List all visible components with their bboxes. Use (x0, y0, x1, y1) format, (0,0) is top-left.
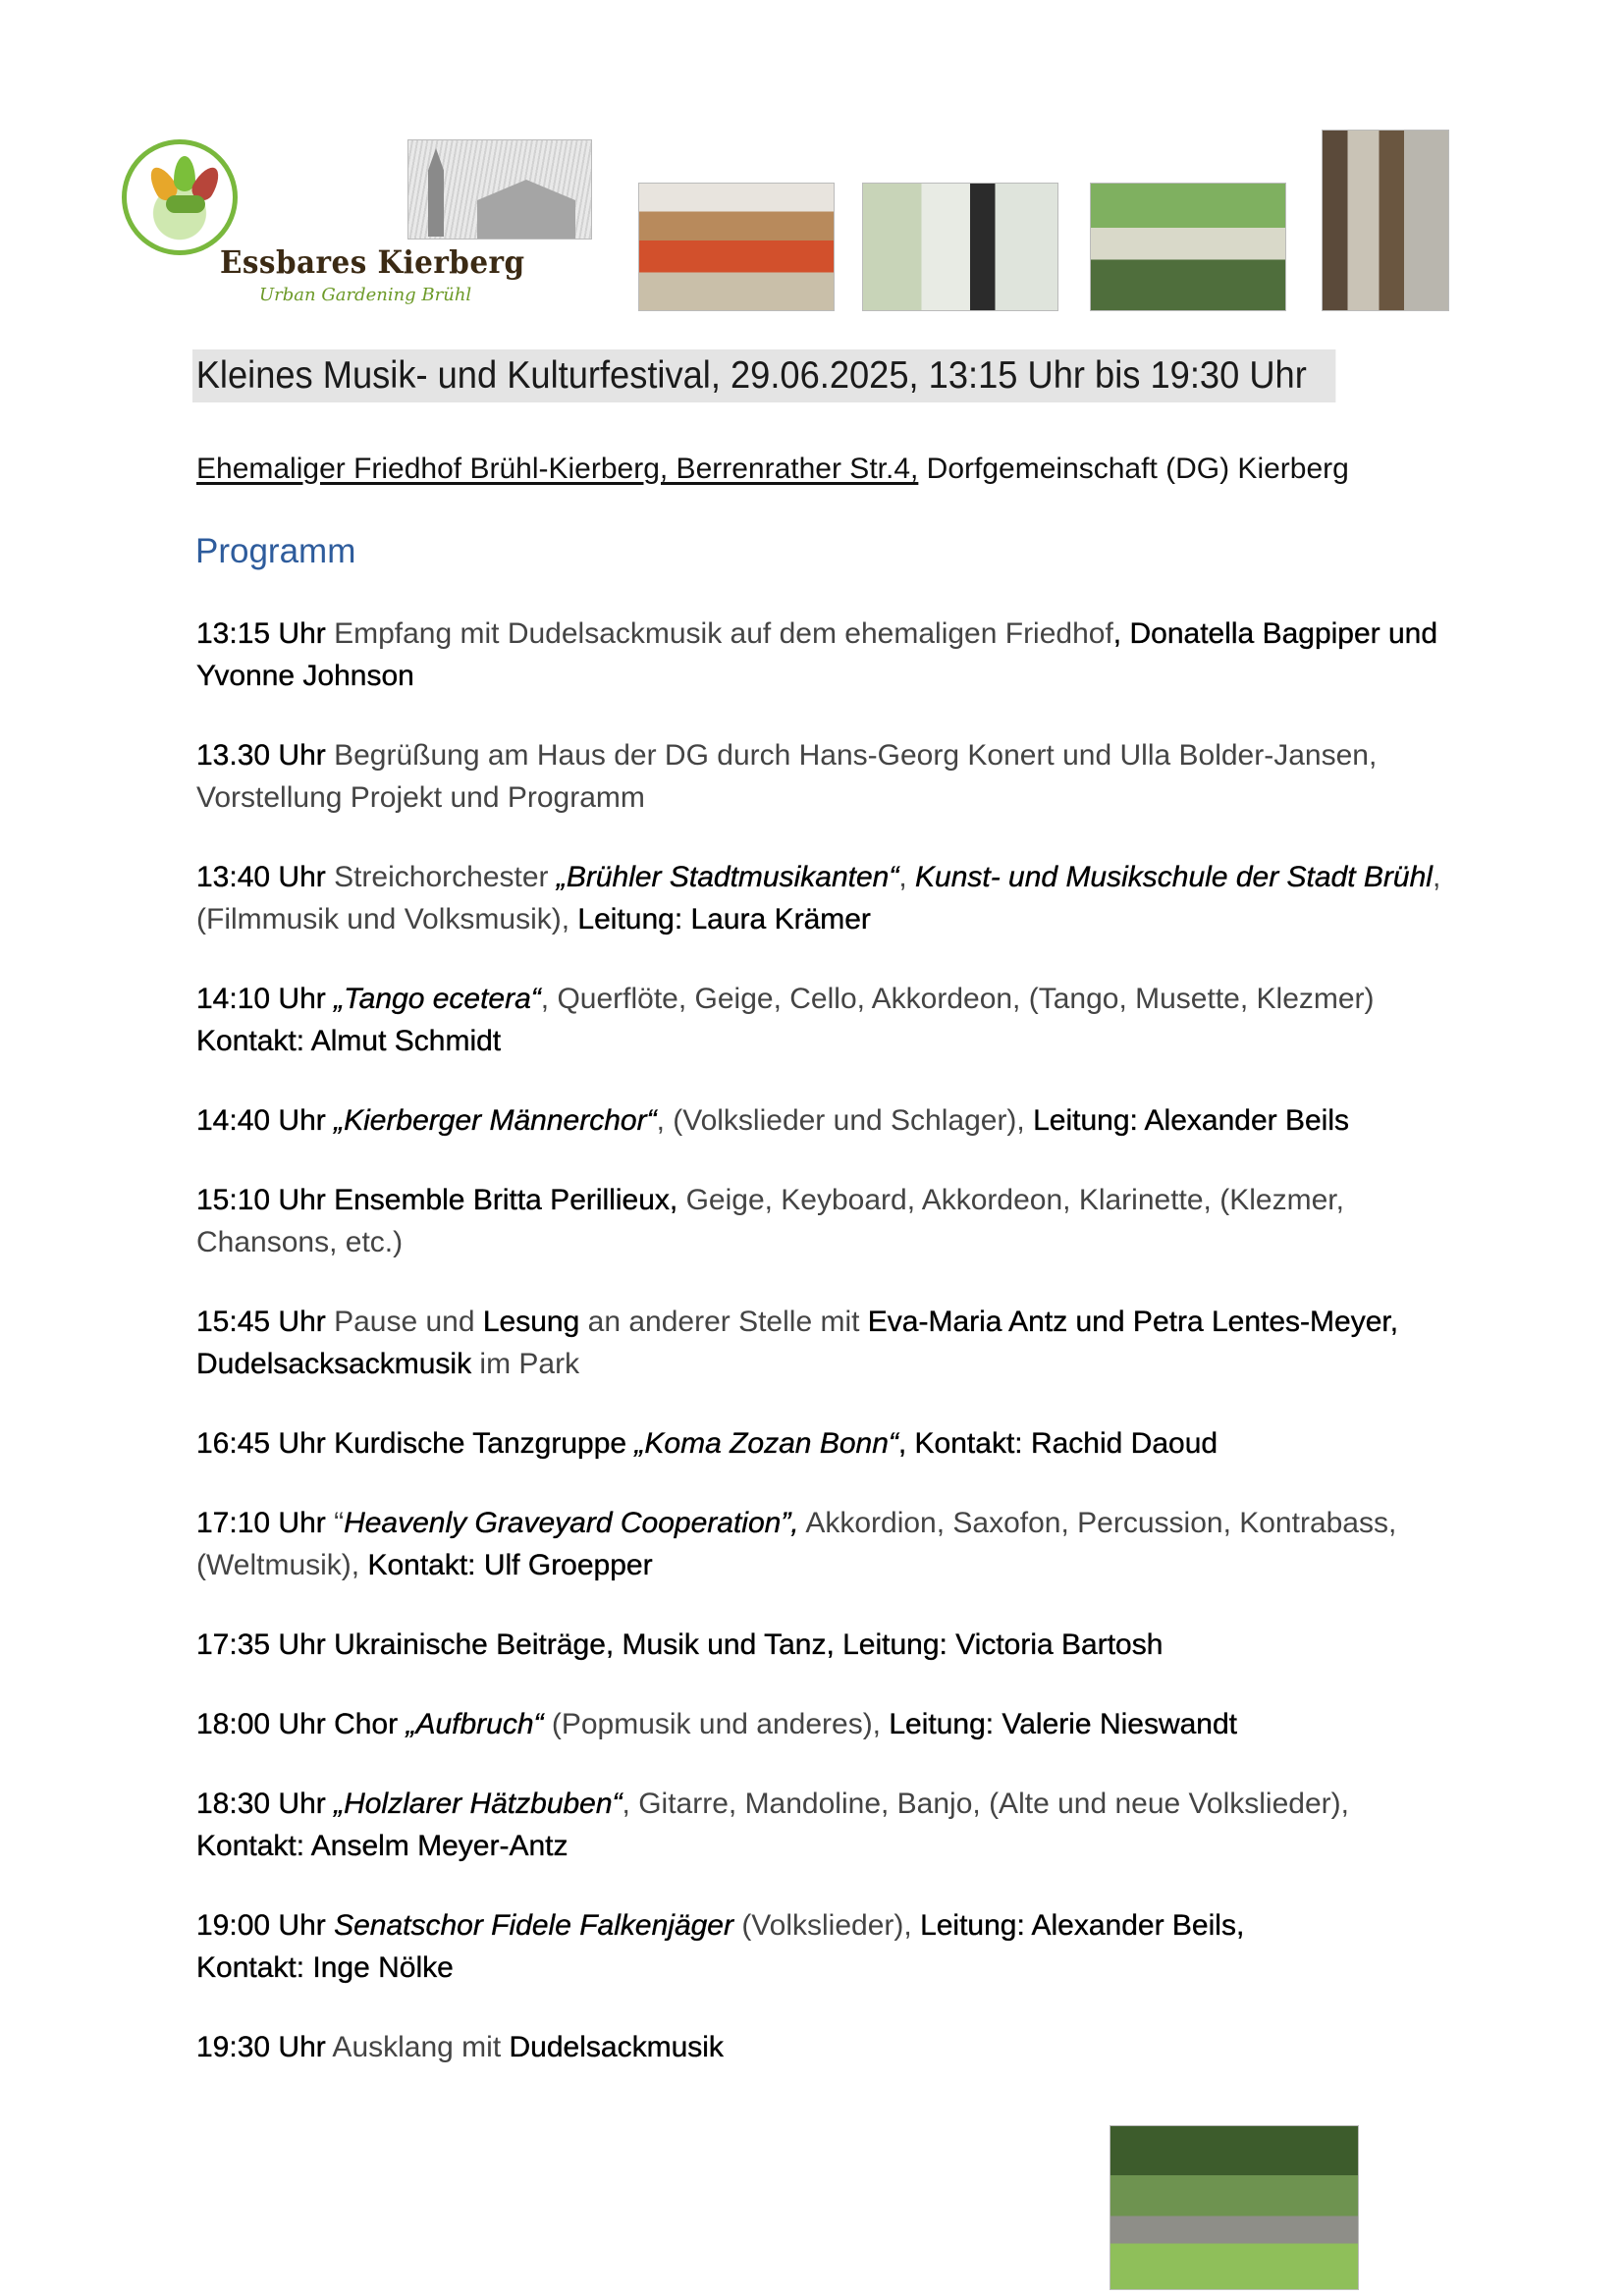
programm-heading: Programm (195, 532, 356, 570)
program-item: 18:00 Uhr Chor „Aufbruch“ (Popmusik und anderes), Leitung: Valerie Nieswandt (196, 1708, 1238, 1740)
village-sketch-image (407, 139, 592, 240)
program-item: 14:40 Uhr „Kierberger Männerchor“, (Volkslieder und Schlager), Leitung: Alexander Beils (196, 1104, 1349, 1137)
program-item: 13:15 Uhr Empfang mit Dudelsackmusik auf dem ehemaligen Friedhof, Donatella Bagpiper und Yvonne Johnson (196, 617, 1438, 692)
program-item: 17:35 Uhr Ukrainische Beiträge, Musik und Tanz, Leitung: Victoria Bartosh (196, 1629, 1164, 1661)
program-item: 15:10 Uhr Ensemble Britta Perillieux, Geige, Keyboard, Akkordeon, Klarinette, (Klezmer, Chansons, etc.) (196, 1184, 1344, 1258)
address-organizer: Dorfgemeinschaft (DG) Kierberg (918, 453, 1349, 485)
address-underlined: Ehemaliger Friedhof Brühl-Kierberg, Berrenrather Str.4, (196, 453, 919, 485)
logo-subtitle: Urban Gardening Brühl (259, 285, 472, 305)
program-item: 14:10 Uhr „Tango ecetera“, Querflöte, Geige, Cello, Akkordeon, (Tango, Musette, Klezmer) Kontakt: Almut Schmidt (196, 983, 1375, 1057)
program-item: 17:10 Uhr “Heavenly Graveyard Cooperation”, Akkordion, Saxofon, Percussion, Kontrabass, (Weltmusik), Kontakt: Ulf Groepper (196, 1507, 1397, 1581)
program-list (196, 613, 1473, 2106)
program-item: 16:45 Uhr Kurdische Tanzgruppe „Koma Zozan Bonn“, Kontakt: Rachid Daoud (196, 1427, 1218, 1460)
garden-logo-icon (122, 139, 238, 255)
program-item: 15:45 Uhr Pause und Lesung an anderer Stelle mit Eva-Maria Antz und Petra Lentes-Meyer, Dudelsacksackmusik im Park (196, 1306, 1399, 1380)
festival-photo-performers (638, 183, 835, 311)
program-item: 13.30 Uhr Begrüßung am Haus der DG durch Hans-Georg Konert und Ulla Bolder-Jansen, Vorstellung Projekt und Programm (196, 739, 1378, 814)
program-item: 18:30 Uhr „Holzlarer Hätzbuben“, Gitarre, Mandoline, Banjo, (Alte und neue Volkslieder), Kontakt: Anselm Meyer-Antz (196, 1788, 1349, 1862)
festival-photo-bagpiper (1090, 183, 1286, 311)
festival-photo-bass-player (1322, 130, 1449, 311)
festival-photo-park-audience (1110, 2125, 1359, 2290)
venue-address (196, 450, 1349, 489)
program-item: 19:00 Uhr Senatschor Fidele Falkenjäger (Volkslieder), Leitung: Alexander Beils, Kontakt: Inge Nölke (196, 1909, 1245, 1984)
program-item: 19:30 Uhr Ausklang mit Dudelsackmusik (196, 2031, 724, 2063)
logo-title: Essbares Kierberg (220, 243, 525, 281)
festival-photo-musicians (862, 183, 1058, 311)
program-item: 13:40 Uhr Streichorchester „Brühler Stadtmusikanten“, Kunst- und Musikschule der Stadt Brühl, (Filmmusik und Volksmusik), Leitung: Laura Krämer (196, 861, 1441, 935)
page-title: Kleines Musik- und Kulturfestival, 29.06.2025, 13:15 Uhr bis 19:30 Uhr (192, 349, 1335, 402)
